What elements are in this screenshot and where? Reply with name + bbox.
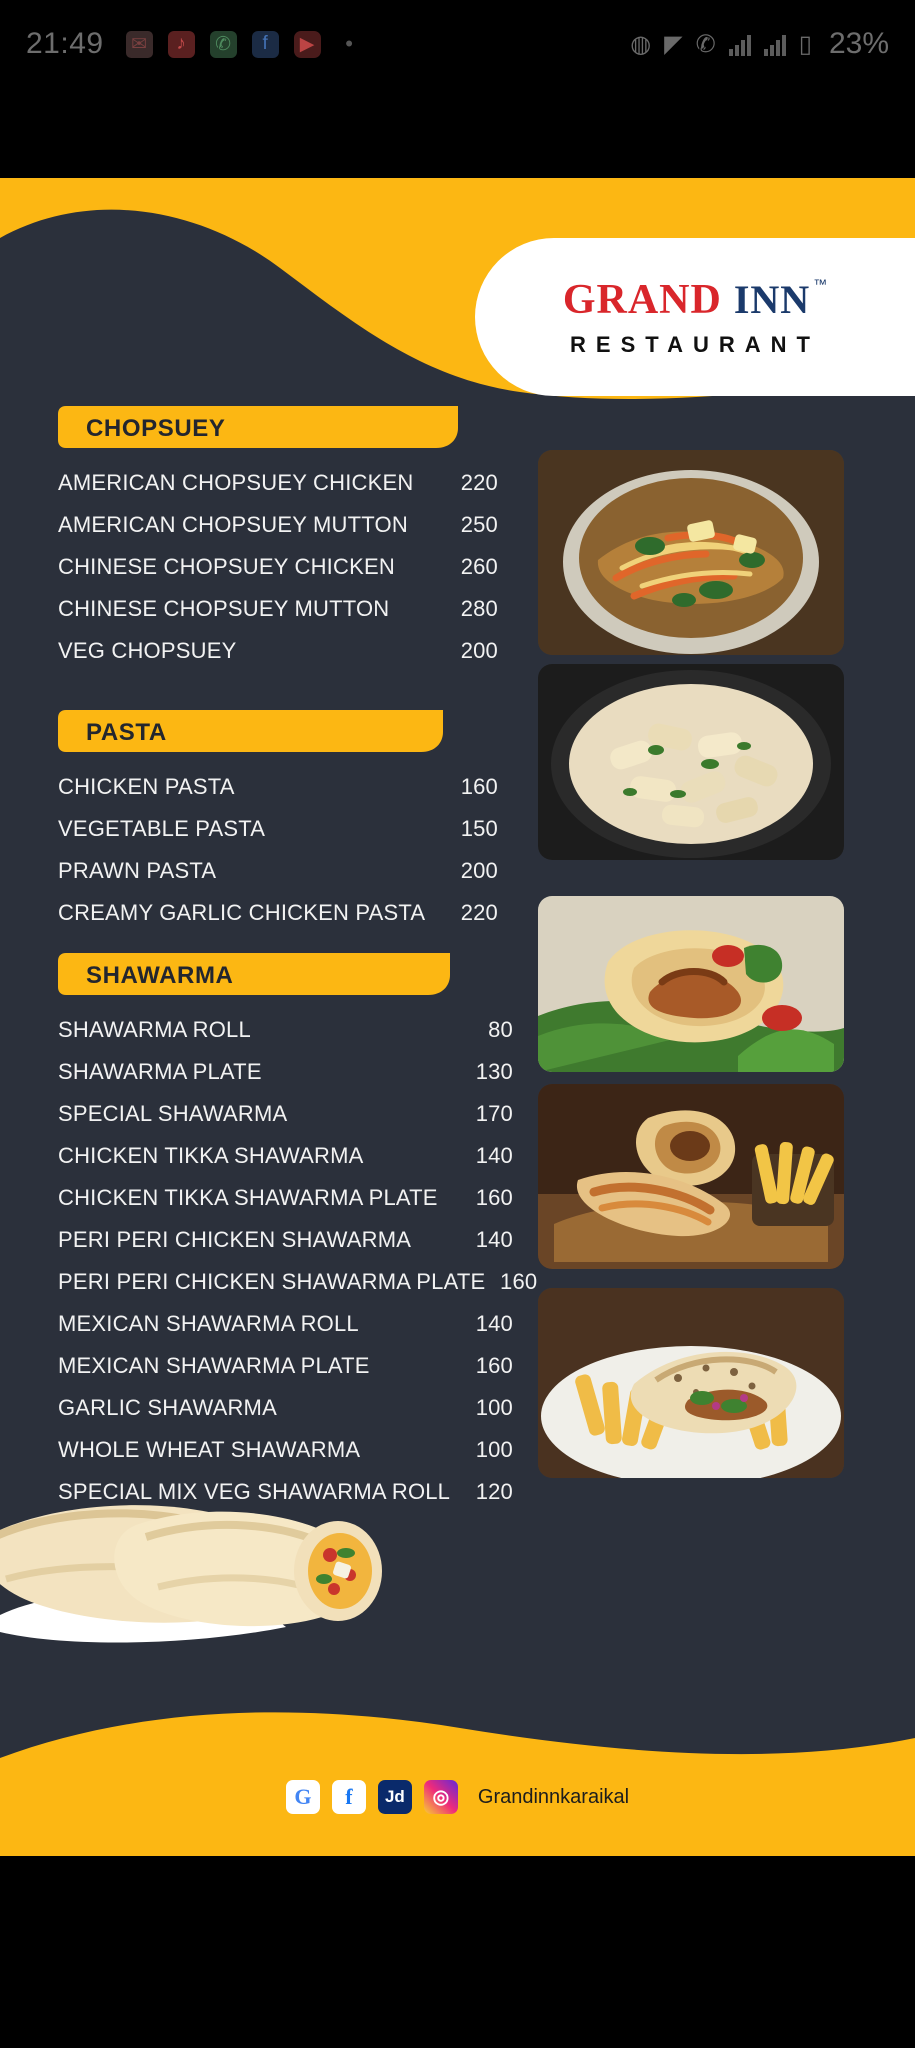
item-price: 220: [460, 900, 498, 925]
footer-wave-shape: [0, 1696, 915, 1856]
item-name: MEXICAN SHAWARMA ROLL: [58, 1311, 359, 1336]
logo-inn-text: INN: [733, 277, 811, 322]
section-title-ribbon: [58, 710, 458, 752]
item-price: 140: [475, 1227, 513, 1252]
menu-item: [58, 1009, 513, 1051]
item-name: CREAMY GARLIC CHICKEN PASTA: [58, 900, 426, 925]
facebook-icon[interactable]: f: [332, 1780, 366, 1814]
shawarma-items: [58, 1009, 538, 1513]
status-time: 21:49: [26, 27, 104, 60]
menu-item: [58, 1051, 513, 1093]
item-price: 150: [460, 816, 498, 841]
logo-grand-text: GRAND: [562, 277, 722, 323]
menu-item: [58, 462, 498, 504]
item-price: 250: [460, 512, 498, 537]
battery-icon: ▯: [798, 30, 812, 58]
menu-item: [58, 1261, 538, 1303]
section-title-chopsuey: CHOPSUEY: [86, 415, 226, 442]
section-title-ribbon: [58, 406, 458, 448]
menu-item: [58, 892, 498, 934]
menu-item: [58, 1345, 513, 1387]
item-name: SPECIAL MIX VEG SHAWARMA ROLL: [58, 1479, 451, 1504]
youtube-icon: ▶: [294, 31, 321, 58]
more-dot-icon: •: [345, 31, 353, 56]
chopsuey-photo: [538, 450, 844, 655]
status-system-icons: [630, 27, 889, 61]
shawarma-sandwich-art: [538, 896, 844, 1072]
section-pasta: [0, 710, 520, 934]
item-name: CHINESE CHOPSUEY MUTTON: [58, 596, 390, 621]
section-title-pasta: PASTA: [86, 719, 167, 746]
menu-header-band: [0, 178, 915, 440]
item-price: 260: [460, 554, 498, 579]
menu-item: [58, 1387, 513, 1429]
status-bar: [0, 0, 915, 88]
menu-item: [58, 766, 498, 808]
restaurant-logo: [475, 238, 915, 396]
menu-item: [58, 504, 498, 546]
menu-item: [58, 1177, 513, 1219]
item-name: AMERICAN CHOPSUEY CHICKEN: [58, 470, 414, 495]
instagram-icon[interactable]: ◎: [424, 1780, 458, 1814]
item-price: 80: [488, 1017, 513, 1042]
item-price: 140: [475, 1311, 513, 1336]
item-name: GARLIC SHAWARMA: [58, 1395, 277, 1420]
item-price: 160: [460, 774, 498, 799]
item-name: WHOLE WHEAT SHAWARMA: [58, 1437, 361, 1462]
signal-2-icon: [764, 32, 786, 56]
alarm-icon: ◍: [630, 30, 652, 58]
item-price: 120: [475, 1479, 513, 1504]
menu-item: [58, 1303, 513, 1345]
item-price: 280: [460, 596, 498, 621]
battery-percent: 23%: [828, 27, 889, 60]
menu-item: [58, 546, 498, 588]
menu-item: [58, 808, 498, 850]
item-name: SPECIAL SHAWARMA: [58, 1101, 288, 1126]
justdial-icon[interactable]: Jd: [378, 1780, 412, 1814]
shawarma-roll-fries-photo: [538, 1084, 844, 1269]
menu-item: [58, 1135, 513, 1177]
item-name: PERI PERI CHICKEN SHAWARMA: [58, 1227, 412, 1252]
kathi-roll-photo: [0, 1441, 486, 1656]
facebook-icon: f: [252, 31, 279, 58]
item-price: 100: [475, 1437, 513, 1462]
item-name: CHICKEN TIKKA SHAWARMA PLATE: [58, 1185, 438, 1210]
item-name: SHAWARMA PLATE: [58, 1059, 262, 1084]
menu-item: [58, 850, 498, 892]
trademark-icon: ™: [813, 276, 828, 292]
section-chopsuey: [0, 406, 520, 672]
item-price: 220: [460, 470, 498, 495]
youtube-music-icon: ♪: [168, 31, 195, 58]
logo-subtitle: RESTAURANT: [570, 332, 820, 357]
kathi-roll-art: [0, 1441, 486, 1656]
pasta-items: [58, 766, 498, 934]
chopsuey-photo-art: [538, 450, 844, 655]
shawarma-wrap-fries-art: [538, 1288, 844, 1478]
message-icon: ✉: [126, 31, 153, 58]
signal-1-icon: [729, 32, 751, 56]
section-title-ribbon: [58, 953, 458, 995]
whatsapp-icon: ✆: [210, 31, 237, 58]
item-price: 200: [460, 858, 498, 883]
item-price: 140: [475, 1143, 513, 1168]
item-name: SHAWARMA ROLL: [58, 1017, 251, 1042]
item-name: CHICKEN PASTA: [58, 774, 235, 799]
pasta-photo-art: [538, 664, 844, 860]
item-name: CHICKEN TIKKA SHAWARMA: [58, 1143, 364, 1168]
menu-item: [58, 1219, 513, 1261]
pasta-photo: [538, 664, 844, 860]
menu-item: [58, 1093, 513, 1135]
menu-page: [0, 178, 915, 1856]
social-links: [0, 1780, 915, 1814]
section-title-shawarma: SHAWARMA: [86, 962, 234, 989]
item-name: MEXICAN SHAWARMA PLATE: [58, 1353, 370, 1378]
item-price: 160: [475, 1353, 513, 1378]
item-price: 200: [460, 638, 498, 663]
shawarma-sandwich-photo: [538, 896, 844, 1072]
google-icon[interactable]: G: [286, 1780, 320, 1814]
wifi-icon: ◤: [664, 30, 683, 58]
item-price: 130: [475, 1059, 513, 1084]
item-name: PRAWN PASTA: [58, 858, 217, 883]
shawarma-wrap-fries-photo: [538, 1288, 844, 1478]
item-name: CHINESE CHOPSUEY CHICKEN: [58, 554, 395, 579]
item-price: 160: [475, 1185, 513, 1210]
item-name: PERI PERI CHICKEN SHAWARMA PLATE: [58, 1269, 486, 1294]
menu-item: [58, 588, 498, 630]
item-name: VEGETABLE PASTA: [58, 816, 266, 841]
item-price: 100: [475, 1395, 513, 1420]
section-shawarma: [0, 953, 538, 1513]
call-mute-icon: ✆: [695, 30, 716, 58]
item-name: VEG CHOPSUEY: [58, 638, 237, 663]
status-notification-icons: [126, 31, 363, 58]
shawarma-roll-fries-art: [538, 1084, 844, 1269]
item-name: AMERICAN CHOPSUEY MUTTON: [58, 512, 408, 537]
chopsuey-items: [58, 462, 498, 672]
item-price: 160: [500, 1269, 538, 1294]
social-handle: Grandinnkaraikal: [477, 1785, 630, 1808]
menu-item: [58, 630, 498, 672]
item-price: 170: [475, 1101, 513, 1126]
